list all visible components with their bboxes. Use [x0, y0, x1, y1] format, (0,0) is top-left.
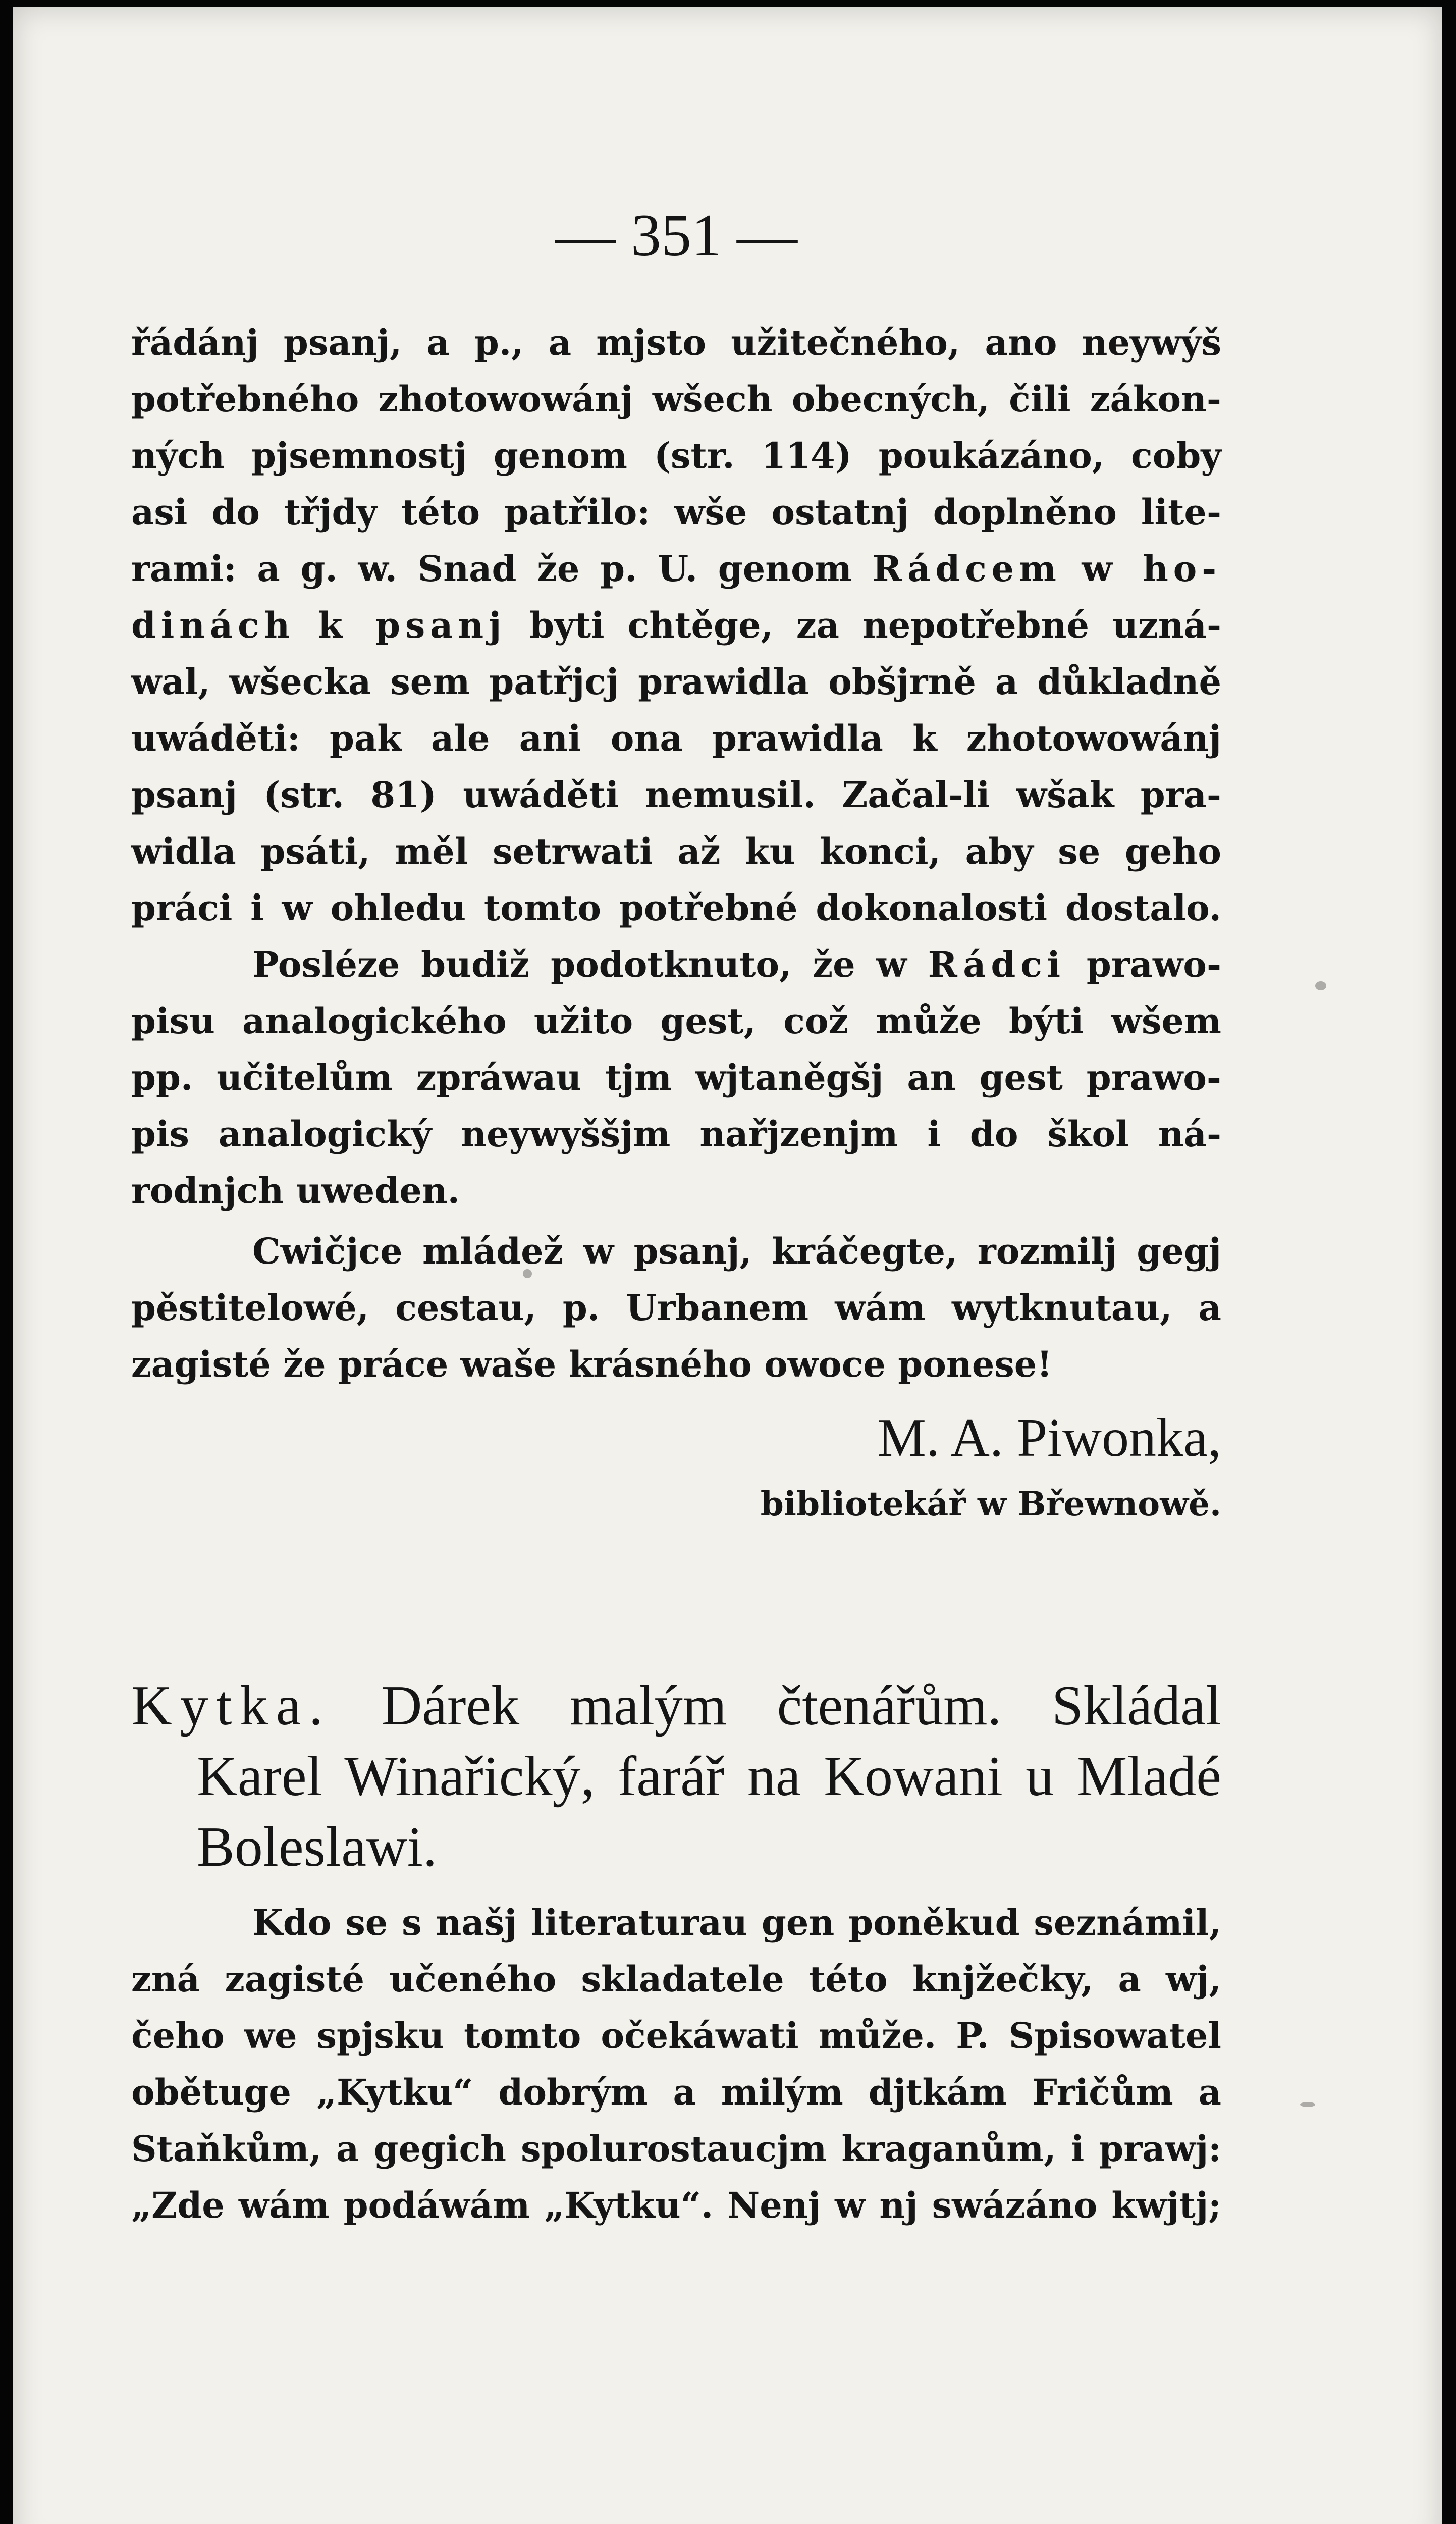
text-segment: prawo- — [1086, 943, 1222, 985]
text-line: potřebného zhotowowánj wšech obecných, čili zákon- — [131, 378, 1221, 420]
text-line: čeho we spjsku tomto očekáwati může. P. Spisowatel — [131, 2015, 1221, 2057]
text-line: obětuge „Kytku“ dobrým a milým djtkám Fričům a — [131, 2071, 1221, 2113]
text-segment: byti chtěge, za nepotřebné uzná- — [529, 604, 1222, 646]
spaced-word: w ho- — [1082, 548, 1221, 590]
text-line: zná zagisté učeného skladatele této knjžečky, a wj, — [131, 1958, 1221, 2000]
ink-spot — [1315, 981, 1326, 990]
text-line: ných pjsemnostj genom (str. 114) poukázáno, coby — [131, 435, 1221, 477]
text-line: wal, wšecka sem patřjcj prawidla obšjrně a důkladně — [131, 661, 1221, 703]
text-line: pisu analogického užito gest, což může býti wšem — [131, 1000, 1221, 1042]
text-line: uwáděti: pak ale ani ona prawidla k zhotowowánj — [131, 717, 1221, 759]
text-line — [131, 603, 1221, 648]
text-line: widla psáti, měl setrwati až ku konci, aby se geho — [131, 830, 1221, 872]
spaced-word: Rádcem — [872, 548, 1061, 590]
text-line: rodnjch uweden. — [131, 1170, 460, 1212]
signature-name: M. A. Piwonka, — [877, 1408, 1221, 1468]
text-line: pěstitelowé, cestau, p. Urbanem wám wytknutau, a — [131, 1287, 1221, 1329]
heading-segment: Dárek malým čtenářům. Skládal — [381, 1674, 1221, 1737]
signature-title: bibliotekář w Břewnowě. — [760, 1484, 1221, 1523]
text-line: asi do třjdy této patřilo: wše ostatnj doplněno lite- — [131, 491, 1221, 533]
text-segment: rami: a g. w. Snad že p. U. genom — [131, 548, 852, 590]
text-line: Cwičjce mládež w psanj, kráčegte, rozmilj gegj — [252, 1230, 1221, 1272]
text-segment: Posléze budiž podotknuto, že w — [252, 943, 907, 985]
spaced-word: dinách — [131, 604, 295, 646]
text-line: pp. učitelům zpráwau tjm wjtaněgšj an gest prawo- — [131, 1057, 1221, 1098]
spaced-word: k psanj — [318, 604, 507, 646]
ink-spot — [1300, 2102, 1315, 2107]
page-scan — [13, 7, 1442, 2524]
text-line: řádánj psanj, a p., a mjsto užitečného, ano neywýš — [131, 322, 1221, 363]
text-line: pis analogický neywyššjm nařjzenjm i do škol ná- — [131, 1113, 1221, 1155]
text-line: psanj (str. 81) uwáděti nemusil. Začal-li wšak pra- — [131, 774, 1221, 816]
text-line: práci i w ohledu tomto potřebné dokonalosti dostalo. — [131, 887, 1221, 929]
spaced-word: Rádci — [928, 943, 1065, 985]
text-line — [131, 546, 1221, 592]
review-heading: Karel Winařický, farář na Kowani u Mladé — [197, 1745, 1221, 1808]
review-heading: Boleslawi. — [197, 1816, 437, 1878]
text-line — [131, 942, 1221, 987]
spaced-word: Kytka. — [131, 1674, 331, 1737]
page-number: — 351 — — [555, 201, 797, 269]
review-heading — [131, 1673, 1221, 1739]
text-line: zagisté že práce waše krásného owoce ponese! — [131, 1343, 1053, 1385]
text-line: Staňkům, a gegich spolurostaucjm kraganům, i prawj: — [131, 2128, 1221, 2170]
text-line: Kdo se s našj literaturau gen poněkud seznámil, — [252, 1902, 1221, 1943]
text-line: „Zde wám podáwám „Kytku“. Nenj w nj swázáno kwjtj; — [131, 2184, 1221, 2226]
